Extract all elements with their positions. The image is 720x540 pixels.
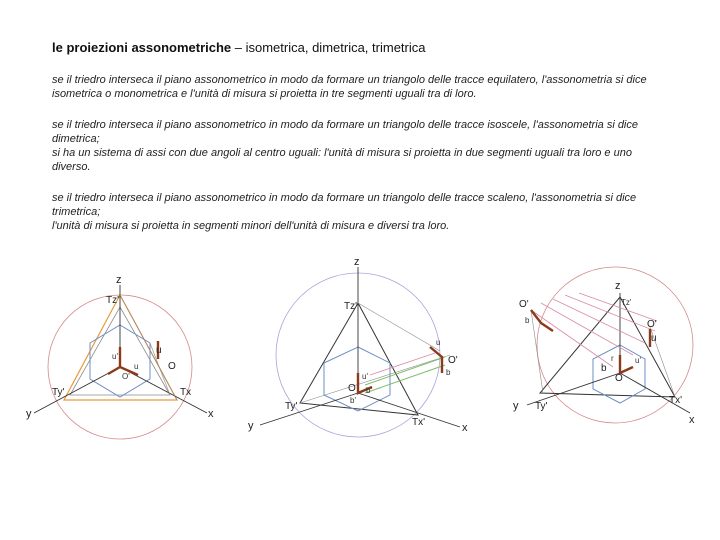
construction-line — [120, 295, 177, 400]
x-label: x — [689, 414, 695, 426]
b-label: b — [601, 363, 607, 374]
unit-segment — [620, 355, 633, 373]
paragraph-isometric — [52, 73, 667, 101]
ty-label: Ty' — [535, 401, 548, 412]
title-rest: – isometrica, dimetrica, trimetrica — [231, 40, 426, 55]
z-label: z — [354, 256, 360, 268]
dimetric-diagram — [240, 255, 475, 440]
origin-prime-label: O' — [519, 299, 529, 310]
tz-label: Tz' — [621, 298, 632, 307]
pink-line — [531, 310, 613, 367]
trace-triangle — [300, 303, 418, 415]
origin-label: O — [615, 373, 623, 384]
z-label: z — [615, 280, 621, 292]
x-label: x — [462, 422, 468, 434]
b-prime-label: b' — [350, 396, 356, 405]
ty-label: Ty' — [52, 387, 65, 398]
x-axis — [620, 373, 690, 413]
y-axis — [34, 367, 120, 413]
green-line — [365, 357, 445, 385]
b-label: b — [525, 316, 530, 325]
paragraph-trimetric — [52, 191, 667, 233]
isometric-diagram — [22, 255, 232, 440]
tz-label: Tz' — [344, 301, 358, 312]
y-label: y — [26, 408, 32, 420]
ty-label: Ty' — [285, 401, 298, 412]
origin-prime-label: O' — [647, 319, 657, 330]
unit-label: u — [436, 338, 441, 347]
z-label: z — [116, 274, 122, 286]
unit-label: u — [156, 345, 162, 356]
title-bold: le proiezioni assonometriche — [52, 40, 232, 55]
y-label: y — [248, 420, 254, 432]
b-label: b — [446, 368, 451, 377]
y-axis — [260, 393, 358, 425]
tx-label: Tx — [180, 387, 192, 398]
paragraph-line: se il triedro interseca il piano assonometrico in modo da formare un triangolo delle tracce equilatero, l'assonometria si dice isometrica o monometrica e l'unità di misura si proietta in tre segmenti uguali tra di loro. — [52, 74, 647, 100]
origin-prime-label: O' — [448, 355, 458, 366]
construction-line — [300, 355, 450, 403]
tx-label: Tx' — [412, 417, 426, 428]
x-label: x — [208, 408, 214, 420]
paragraph-line: se il triedro interseca il piano assonometrico in modo da formare un triangolo delle tracce isoscele, l'assonometria si dice dimetrica; — [52, 119, 638, 145]
y-label: y — [513, 400, 519, 412]
unit-label: u — [134, 362, 139, 371]
unit-segment — [108, 367, 120, 374]
origin-prime-label: O' — [122, 372, 130, 381]
pink-line — [565, 295, 655, 331]
paragraph-line: se il triedro interseca il piano assonometrico in modo da formare un triangolo delle tracce scaleno, l'assonometria si dice trimetrica; — [52, 192, 637, 218]
page-title — [52, 40, 425, 55]
unit-segment — [531, 310, 553, 331]
unit-label: u — [651, 333, 657, 344]
paragraph-dimetric — [52, 118, 667, 174]
unit-prime-label: u' — [362, 372, 368, 381]
origin-label: O — [348, 383, 356, 394]
pink-line — [541, 303, 633, 355]
b-prime-label: b' — [366, 386, 372, 395]
paragraph-line: si ha un sistema di assi con due angoli al centro uguali: l'unità di misura si proietta in due segmenti uguali tra loro e uno diverso. — [52, 147, 632, 173]
r-label: r — [611, 354, 614, 363]
paragraph-line: l'unità di misura si proietta in segmenti minori dell'unità di misura e diversi tra loro. — [52, 220, 450, 232]
origin-label: O — [168, 361, 176, 372]
tx-label: Tx' — [669, 395, 683, 406]
tz-label: Tz' — [106, 295, 120, 306]
unit-prime-label: u' — [635, 356, 641, 365]
trimetric-diagram — [505, 255, 700, 440]
unit-label: u' — [112, 352, 118, 361]
